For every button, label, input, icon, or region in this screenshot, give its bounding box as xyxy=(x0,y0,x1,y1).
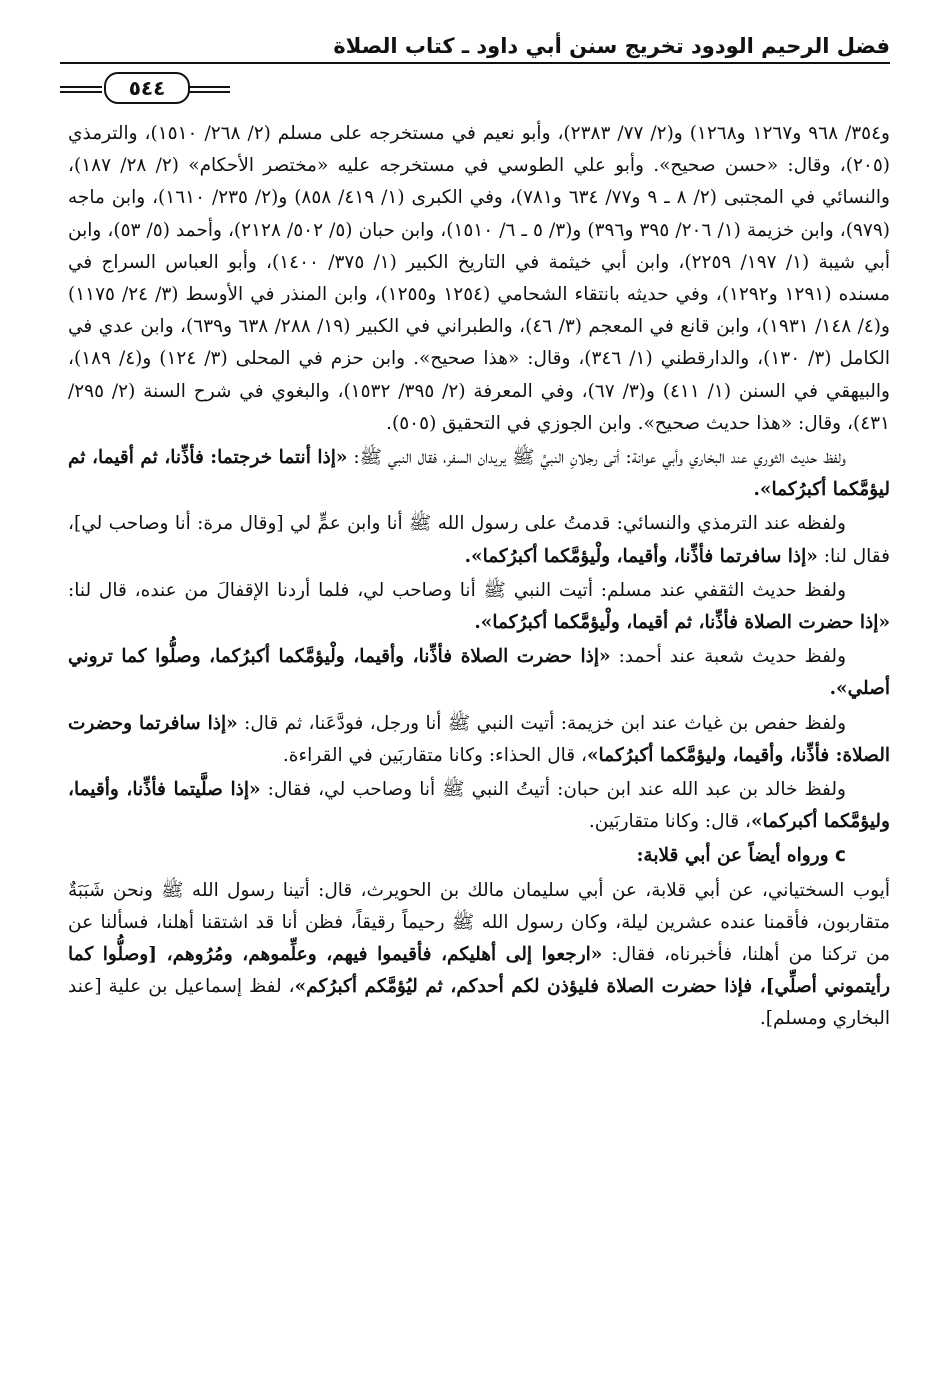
page-header xyxy=(60,24,890,102)
narration-text: ، قال الحذاء: وكانا متقاربَين في القراءة. xyxy=(282,744,587,766)
ornament-lines-right xyxy=(188,86,230,96)
narration-text: ولفظ حفص بن غياث عند ابن خزيمة: أتيت النبي ﷺ أنا ورجل، فودَّعَنا، ثم قال: xyxy=(237,712,847,734)
narration-text: أيوب السختياني، عن أبي قلابة، عن أبي سليمان مالك بن الحويرث، قال: أتينا رسول الله ﷺ ونحن شَبَبَةٌ متقاربون، فأقمنا عنده عشرين ليلة، وكان رسول الله ﷺ رحيماً رقيقاً، فظن أنا قد اشتقنا أهلنا، فسألنا عن من تركنا من أهلنا، فأخبرناه، فقال: xyxy=(68,879,891,966)
narration-text: ولفظ حديث الثوري عند البخاري وأبي عوانة: أتى رجلانِ النبيَّ ﷺ يريدان السفر، فقال النبي ﷺ: xyxy=(347,447,846,469)
paragraph-tirmidhi xyxy=(68,508,890,572)
paragraph-ayyub xyxy=(68,875,890,1036)
paragraph-shuba xyxy=(68,641,890,705)
paragraph-thawri xyxy=(68,442,890,506)
narration-text: ولفظ خالد بن عبد الله عند ابن حبان: أتيتُ النبي ﷺ أنا وصاحب لي، فقال: xyxy=(260,779,846,801)
hadith-text: «إذا حضرت الصلاة فأذِّنا، ثم أقيما، ولْيؤمَّكما أكبرُكما». xyxy=(474,612,890,634)
paragraph-takhrij: و٣٥٤/ ٩٦٨ و١٢٦٧ و١٢٦٨) و(٢/ ٧٧/ ٢٣٨٣)، وأبو نعيم في مستخرجه على مسلم (٢/ ٢٦٨/ ١٥١٠)، والترمذي (٢٠٥)، وقال: «حسن صحيح». وأبو علي الطوسي في مستخرجه عليه «مختصر الأحكام» (٢/ ٢٨/ ١٨٧)، والنسائي في المجتبى (٢/ ٨ ـ ٩ و٧٧/ ٦٣٤ و٧٨١)، وفي الكبرى (١/ ٤١٩/ ٨٥٨) و(٢/ ٢٣٥/ ١٦١٠)، وابن ماجه (٩٧٩)، وابن خزيمة (١/ ٢٠٦/ ٣٩٥ و٣٩٦) و(٣/ ٥ ـ ٦/ ١٥١٠)، وابن حبان (٥/ ٥٠٢/ ٢١٢٨)، وأحمد (٥/ ٥٣)، وابن أبي شيبة (١/ ١٩٧/ ٢٢٥٩)، وابن أبي خيثمة في التاريخ الكبير (١/ ٣٧٥/ ١٤٠٠)، وأبو العباس السراج في مسنده (١٢٩١ و١٢٩٢)، وفي حديثه بانتقاء الشحامي (١٢٥٤ و١٢٥٥)، وابن المنذر في الأوسط (٣/ ٢٤/ ١١٧٥) و(٤/ ١٤٨/ ١٩٣١)، وابن قانع في المعجم (٣/ ٤٦)، والطبراني في الكبير (١٩/ ٢٨٨/ ٦٣٨ و٦٣٩)، وابن عدي في الكامل (٣/ ١٣٠)، والدارقطني (١/ ٣٤٦)، وقال: «هذا صحيح». وابن حزم في المحلى (٣/ ١٢٤) و(٤/ ١٨٩)، والبيهقي في السنن (١/ ٤١١) و(٣/ ٦٧)، وفي المعرفة (٢/ ٣٩٥/ ١٥٣٢)، والبغوي في شرح السنة (٢/ ٢٩٥/ ٤٣١)، وقال: «هذا حديث صحيح». وابن الجوزي في التحقيق (٥٠٥). xyxy=(68,123,891,434)
hadith-text: «إذا سافرتما فأذِّنا، وأقيما، ولْيؤمَّكما أكبرُكما». xyxy=(464,545,818,567)
hadith-text: «ارجعوا إلى أهليكم، فأقيموا فيهم، وعلِّموهم، ومُرُوهم، [وصلُّوا كما رأيتموني أصلِّي]، فإذا حضرت الصلاة فليؤذن لكم أحدكم، ثم ليُؤمَّكم أكبرُكم» xyxy=(68,944,890,998)
section-heading xyxy=(68,840,890,872)
page-body xyxy=(68,118,890,1038)
running-title: فضل الرحيم الودود تخريج سنن أبي داود ـ كتاب الصلاة xyxy=(333,34,890,58)
paragraph-hafs xyxy=(68,708,890,772)
paragraph-khalid xyxy=(68,774,890,838)
narration-text: ولفظ حديث شعبة عند أحمد: xyxy=(610,646,846,668)
hadith-text: «إذا صلَّيتما فأذِّنا، وأقيما، وليؤمَّكما أكبركما» xyxy=(68,779,890,833)
header-rule xyxy=(60,62,890,64)
page-number-ornament xyxy=(60,72,240,102)
narration-text: ، لفظ إسماعيل بن علية [عند البخاري ومسلم]. xyxy=(68,976,890,1030)
hadith-text: «إذا سافرتما وحضرت الصلاة: فأذِّنا، وأقيما، وليؤمَّكما أكبرُكما» xyxy=(68,712,890,766)
bullet-icon: c xyxy=(835,845,846,867)
narration-text: ، قال: وكانا متقاربَين. xyxy=(588,811,751,833)
ornament-lines-left xyxy=(60,86,102,96)
narration-text: ولفظه عند الترمذي والنسائي: قدمتُ على رسول الله ﷺ أنا وابن عمٍّ لي [وقال مرة: أنا وصاحب لي]، فقال لنا: xyxy=(68,513,890,567)
narration-text: ولفظ حديث الثقفي عند مسلم: أتيت النبي ﷺ أنا وصاحب لي، فلما أردنا الإقفالَ من عنده، قال لنا: xyxy=(68,579,846,601)
paragraph-thaqafi xyxy=(68,575,890,639)
page-number: ٥٤٤ xyxy=(104,72,190,104)
hadith-text: «إذا أنتما خرجتما: فأذِّنا، ثم أقيما، ثم ليؤمَّكما أكبرُكما». xyxy=(68,447,890,501)
hadith-text: «إذا حضرت الصلاة فأذِّنا، وأقيما، ولْيؤمَّكما أكبرُكما، وصلُّوا كما تروني أصلي». xyxy=(68,646,890,700)
section-heading-text: ورواه أيضاً عن أبي قلابة: xyxy=(636,845,829,867)
